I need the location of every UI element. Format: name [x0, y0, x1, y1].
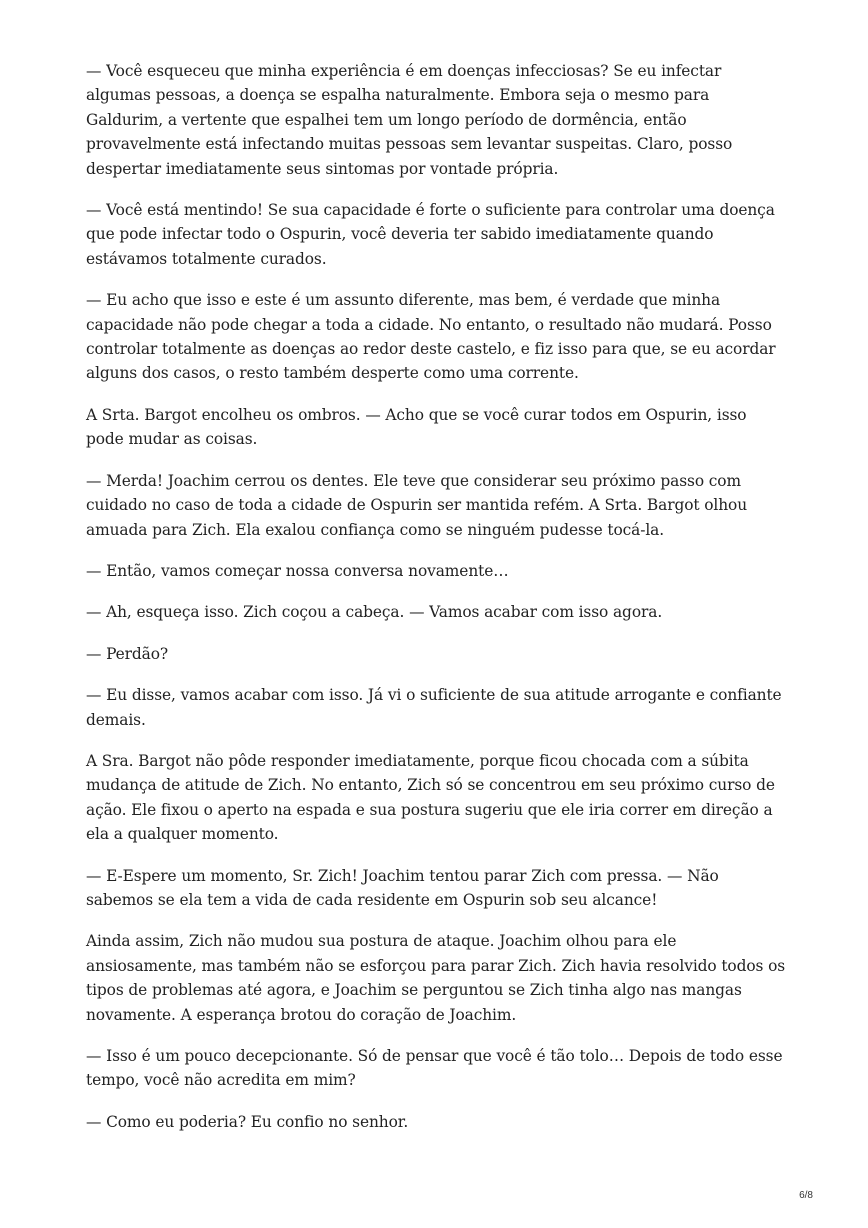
- paragraph: — Você está mentindo! Se sua capacidade é forte o suficiente para controlar uma doença que pode infectar todo o Ospurin, você deveria ter sabido imediatamente quando estávamos totalmente curados.: [86, 201, 775, 268]
- paragraph: — Eu acho que isso e este é um assunto diferente, mas bem, é verdade que minha capacidade não pode chegar a toda a cidade. No entanto, o resultado não mudará. Posso controlar totalmente as doenças ao redor deste castelo, e fiz isso para que, se eu acordar alguns dos casos, o resto também desperte como uma corrente.: [86, 291, 776, 383]
- paragraph: — Como eu poderia? Eu confio no senhor.: [86, 1112, 409, 1131]
- paragraph: — Isso é um pouco decepcionante. Só de pensar que você é tão tolo… Depois de todo esse tempo, você não acredita em mim?: [86, 1047, 783, 1090]
- paragraph: — Perdão?: [86, 644, 169, 663]
- paragraph: A Srta. Bargot encolheu os ombros. — Acho que se você curar todos em Ospurin, isso pode mudar as coisas.: [86, 405, 747, 449]
- paragraph: — Ah, esqueça isso. Zich coçou a cabeça. — Vamos acabar com isso agora.: [86, 603, 663, 622]
- paragraph: — Você esqueceu que minha experiência é em doenças infecciosas? Se eu infectar algumas pessoas, a doença se espalha naturalmente. Embora seja o mesmo para Galdurim, a vertente que espalhei tem um longo período de dormência, então provavelmente está infectando muitas pessoas sem levantar suspeitas. Claro, posso despertar imediatamente seus sintomas por vontade própria.: [86, 62, 733, 178]
- paragraph: — Eu disse, vamos acabar com isso. Já vi o suficiente de sua atitude arrogante e confiante demais.: [86, 686, 782, 729]
- paragraph: — E-Espere um momento, Sr. Zich! Joachim tentou parar Zich com pressa. — Não sabemos se ela tem a vida de cada residente em Ospurin sob seu alcance!: [86, 866, 719, 909]
- paragraph: — Então, vamos começar nossa conversa novamente…: [86, 561, 509, 580]
- paragraph: A Sra. Bargot não pôde responder imediatamente, porque ficou chocada com a súbita mudança de atitude de Zich. No entanto, Zich só se concentrou em seu próximo curso de ação. Ele fixou o aperto na espada e sua postura sugeriu que ele iria correr em direção a ela a qualquer momento.: [86, 751, 775, 844]
- paragraph: Ainda assim, Zich não mudou sua postura de ataque. Joachim olhou para ele ansiosamente, mas também não se esforçou para parar Zich. Zich havia resolvido todos os tipos de problemas até agora, e Joachim se perguntou se Zich tinha algo nas mangas novamente. A esperança brotou do coração de Joachim.: [86, 932, 786, 1024]
- document-body: [86, 59, 786, 1151]
- page-number: 6/8: [799, 1190, 813, 1201]
- paragraph: — Merda! Joachim cerrou os dentes. Ele teve que considerar seu próximo passo com cuidado no caso de toda a cidade de Ospurin ser mantida refém. A Srta. Bargot olhou amuada para Zich. Ela exalou confiança como se ninguém pudesse tocá-la.: [86, 471, 748, 539]
